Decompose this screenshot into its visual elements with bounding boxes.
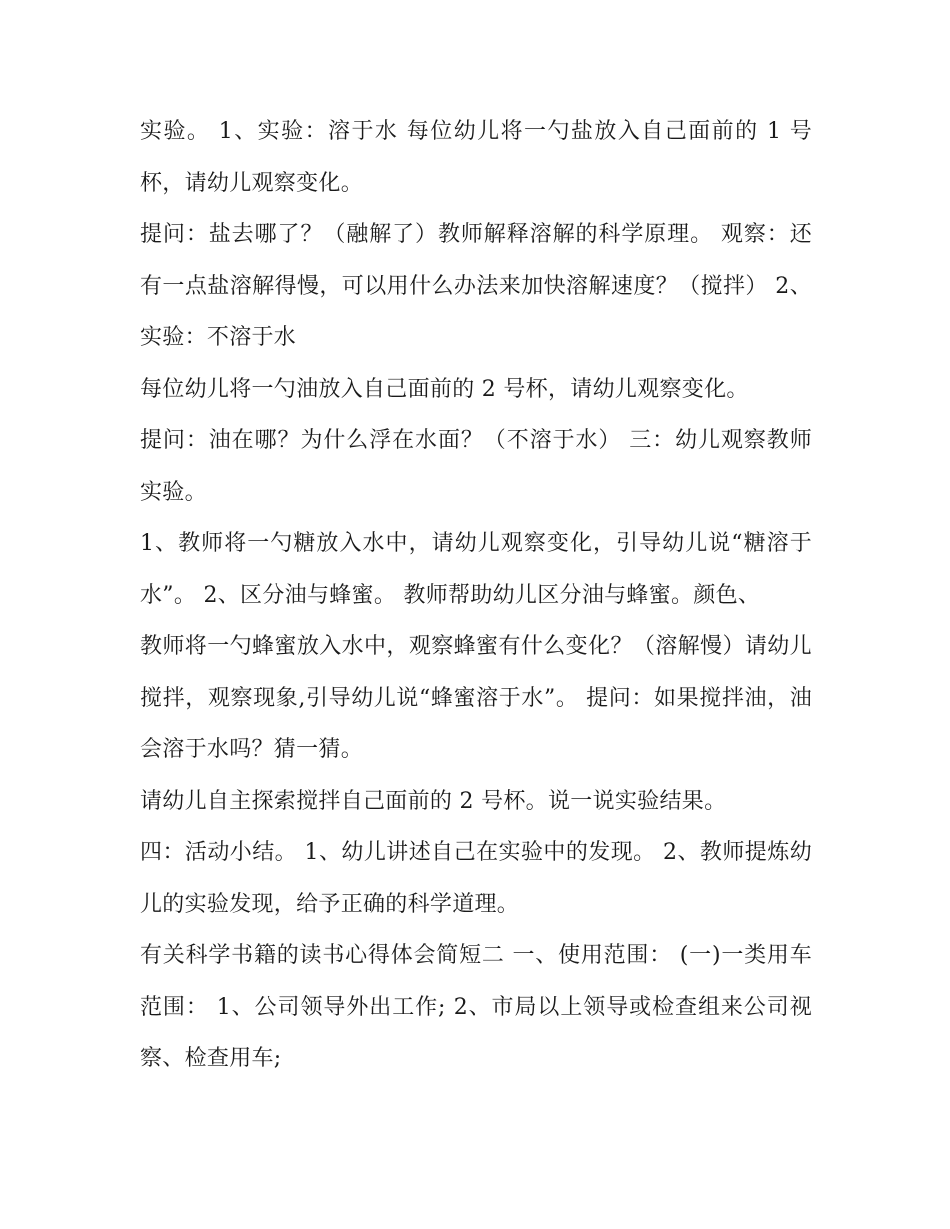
paragraph-vehicle-rules: 有关科学书籍的读书心得体会简短二 一、使用范围： (一)一类用车范围： 1、公司领导外出工作; 2、市局以上领导或检查组来公司视察、检查用车; xyxy=(140,943,812,1071)
paragraph-oil-cup: 每位幼儿将一勺油放入自己面前的 2 号杯，请幼儿观察变化。 xyxy=(140,376,749,402)
paragraph-explore-cup: 请幼儿自主探索搅拌自己面前的 2 号杯。说一说实验结果。 xyxy=(140,788,727,814)
paragraph-summary: 四：活动小结。 1、幼儿讲述自己在实验中的发现。 2、教师提炼幼儿的实验发现，给予正确的科学道理。 xyxy=(140,840,812,917)
paragraph-question-salt: 提问：盐去哪了？（融解了）教师解释溶解的科学原理。 观察：还有一点盐溶解得慢，可以用什么办法来加快溶解速度？（搅拌） 2、实验：不溶于水 xyxy=(140,222,812,350)
paragraph-honey-experiment: 教师将一勺蜂蜜放入水中，观察蜂蜜有什么变化？（溶解慢）请幼儿搅拌，观察现象,引导幼儿说“蜂蜜溶于水”。 提问：如果搅拌油，油会溶于水吗？猜一猜。 xyxy=(140,634,812,762)
paragraph-experiment-dissolve: 实验。 1、实验：溶于水 每位幼儿将一勺盐放入自己面前的 1 号杯，请幼儿观察变化。 xyxy=(140,119,812,196)
paragraph-sugar-honey: 1、教师将一勺糖放入水中，请幼儿观察变化，引导幼儿说“糖溶于水”。 2、区分油与蜂蜜。 教师帮助幼儿区分油与蜂蜜。颜色、 xyxy=(140,531,812,608)
document-body xyxy=(140,106,812,1085)
paragraph-question-oil: 提问：油在哪？为什么浮在水面？（不溶于水） 三：幼儿观察教师实验。 xyxy=(140,428,812,505)
